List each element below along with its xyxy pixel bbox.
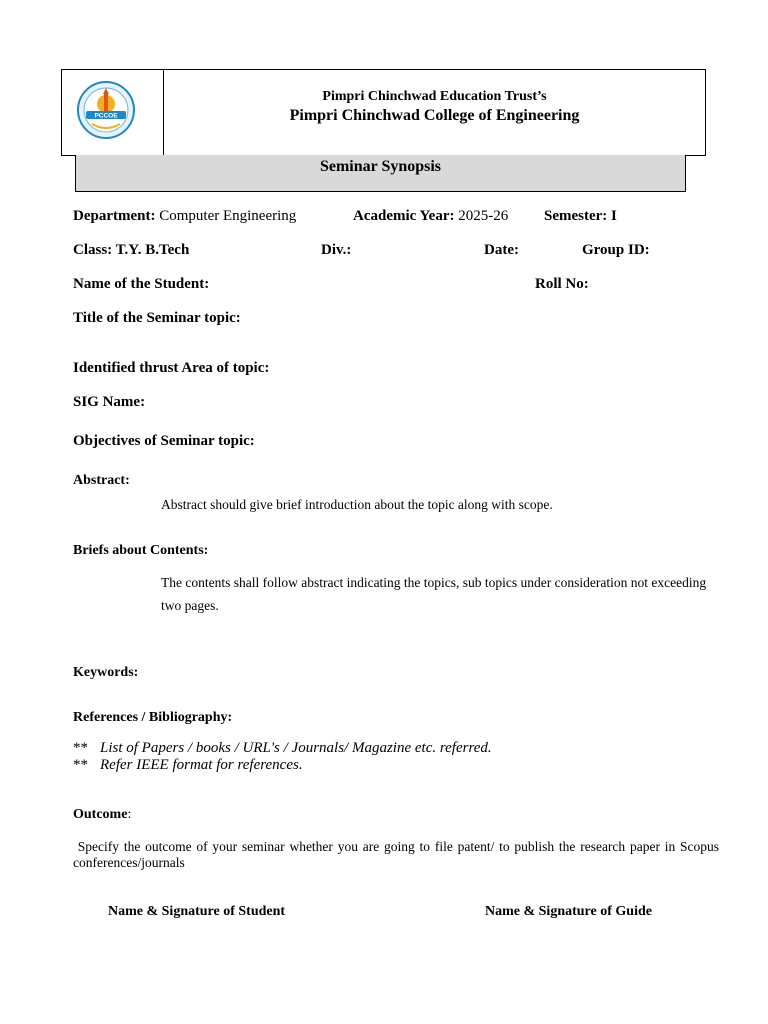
thrust-area-label: Identified thrust Area of topic:: [73, 360, 270, 376]
outcome-text: Specify the outcome of your seminar whether you are going to file patent/ to publish the research paper in Scopus conferences/journals: [73, 839, 723, 870]
group-id-label: Group ID:: [582, 242, 650, 258]
department-row: [73, 208, 296, 225]
seminar-title-label: Title of the Seminar topic:: [73, 310, 241, 326]
objectives-label: Objectives of Seminar topic:: [73, 433, 255, 449]
div-label: Div.:: [321, 242, 352, 258]
semester-text: Semester: I: [544, 208, 617, 224]
class-label: Class: T.Y. B.Tech: [73, 242, 190, 258]
sig-name-label: SIG Name:: [73, 394, 146, 410]
page-title: Seminar Synopsis: [319, 158, 442, 175]
reference-item: [73, 757, 88, 774]
semester-label: [544, 208, 617, 225]
contents-text: The contents shall follow abstract indicating the topics, sub topics under consideration not exceeding two pages.: [161, 575, 707, 613]
reference-item: [73, 740, 88, 757]
academic-year-row: [353, 208, 508, 225]
references-label: References / Bibliography:: [73, 710, 233, 725]
reference-marker: **: [73, 757, 88, 773]
contents-label: Briefs about Contents:: [73, 543, 209, 558]
logo-cell: [62, 70, 164, 155]
guide-signature-label: Name & Signature of Guide: [485, 904, 652, 919]
abstract-text: Abstract should give brief introduction about the topic along with scope.: [161, 497, 553, 512]
trust-name: Pimpri Chinchwad Education Trust’s: [322, 89, 547, 104]
reference-marker: **: [73, 740, 88, 756]
outcome-heading: [73, 807, 131, 823]
outcome-colon: :: [127, 807, 132, 822]
academic-year-label: Academic Year:: [353, 208, 455, 224]
title-bar: [75, 155, 686, 192]
student-name-label: Name of the Student:: [73, 276, 210, 292]
student-signature-label: Name & Signature of Student: [108, 904, 286, 919]
date-label: Date:: [484, 242, 519, 258]
reference-text: Refer IEEE format for references.: [100, 757, 303, 773]
keywords-label: Keywords:: [73, 665, 139, 680]
reference-text: List of Papers / books / URL's / Journals/ Magazine etc. referred.: [100, 740, 492, 756]
academic-year-value: 2025-26: [458, 208, 509, 224]
roll-no-label: Roll No:: [535, 276, 589, 292]
svg-text:PCCOE: PCCOE: [94, 112, 118, 120]
department-label: Department:: [73, 208, 156, 224]
abstract-label: Abstract:: [73, 473, 130, 488]
department-value: Computer Engineering: [159, 208, 297, 224]
header-box: [61, 69, 706, 156]
outcome-label: Outcome: [73, 807, 128, 822]
college-name: Pimpri Chinchwad College of Engineering: [289, 107, 580, 124]
college-logo: [76, 80, 136, 140]
